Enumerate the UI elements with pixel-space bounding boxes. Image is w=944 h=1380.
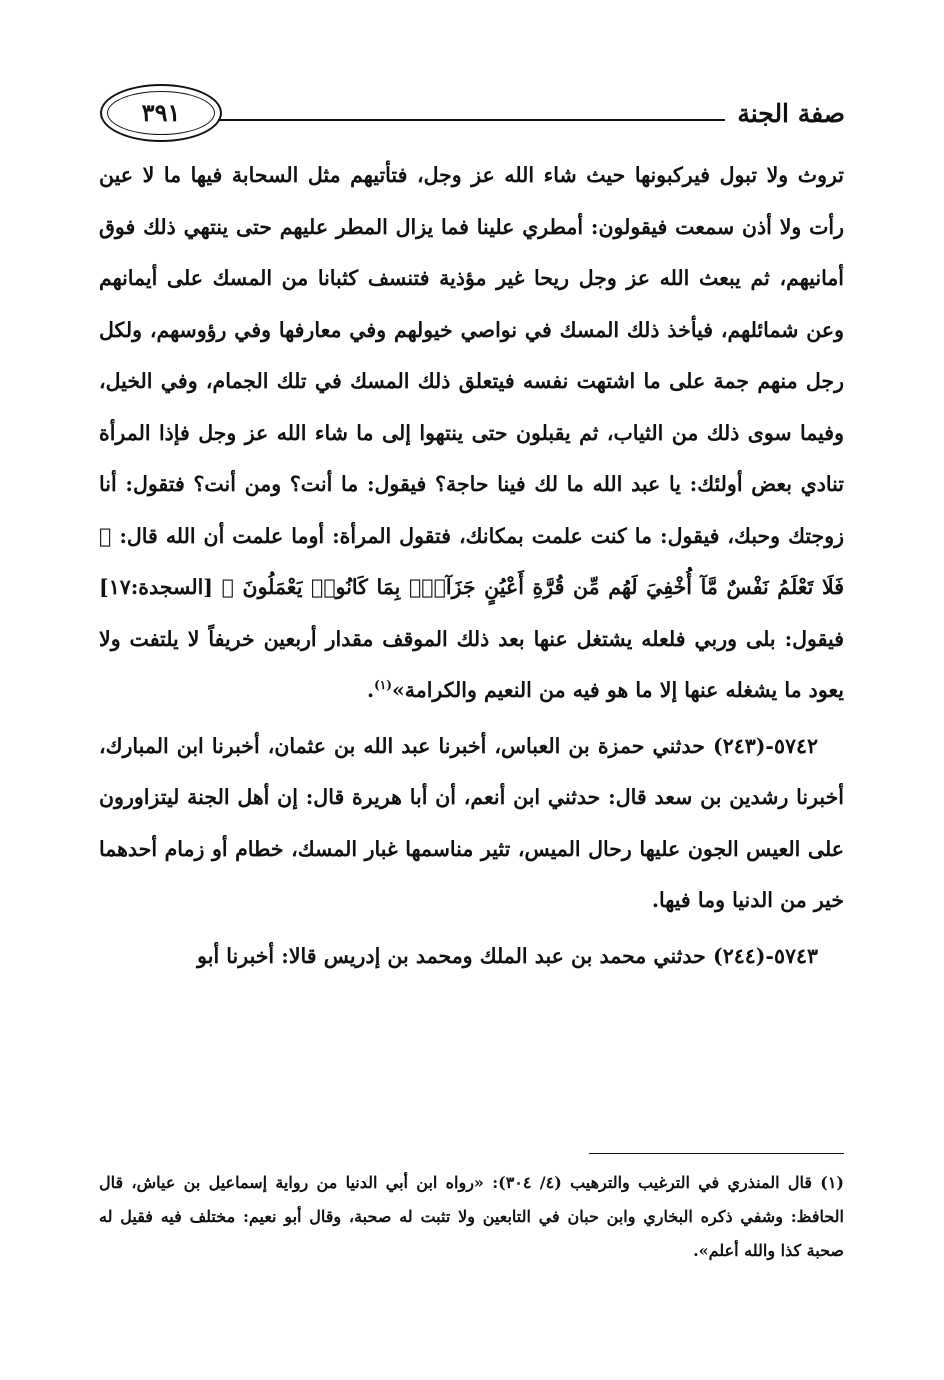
main-text	[99, 150, 844, 982]
footnote-marker: (١)	[374, 678, 392, 693]
running-title: صفة الجنة	[737, 99, 845, 128]
hadith-entry-5743: ٥٧٤٣-(٢٤٤) حدثني محمد بن عبد الملك ومحمد بن إدريس قالا: أخبرنا أبو	[197, 943, 818, 968]
paragraph-end: .	[366, 678, 375, 702]
hadith-text-before: تروث ولا تبول فيركبونها حيث شاء الله عز وجل، فتأتيهم مثل السحابة فيها ما لا عين رأت ولا أذن سمعت فيقولون: أمطري علينا فما يزال المطر عليهم حتى ينتهي ذلك فوق أمانيهم، ثم يبعث الله عز وجل ريحا غير مؤذية فتنسف كثبانا من المسك على أيمانهم وعن شمائلهم، فيأخذ ذلك المسك في نواصي خيولهم وفي معارفها وفي رؤوسهم، ولكل رجل منهم جمة على ما اشتهت نفسه فيتعلق ذلك المسك في تلك الجمام، وفي الخيل، وفيما سوى ذلك من الثياب، ثم يقبلون حتى ينتهوا إلى ما شاء الله عز وجل فإذا المرأة تنادي بعض أولئك: يا عبد الله ما لك فينا حاجة؟ فيقول: ما أنت؟ ومن أنت؟ فتقول: أنا زوجتك وحبك، فيقول: ما كنت علمت بمكانك، فتقول المرأة: أوما علمت أن الله قال:	[99, 163, 845, 548]
hadith-text-after: فيقول: بلى وربي فلعله يشتغل عنها بعد ذلك الموقف مقدار أربعين خريفاً لا يلتفت ولا يعود ما يشغله عنها إلا ما هو فيه من النعيم والكرامة»	[99, 626, 844, 702]
hadith-entry-5742: ٥٧٤٢-(٢٤٣) حدثني حمزة بن العباس، أخبرنا عبد الله بن عثمان، أخبرنا ابن المبارك، أخبرنا رشدين بن سعد قال: حدثني ابن أنعم، أن أبا هريرة قال: إن أهل الجنة ليتزاورون على العيس الجون عليها رحال الميس، تثير مناسمها غبار المسك، خطام أو زمام أحدهما خير من الدنيا وما فيها.	[99, 733, 844, 912]
hadith-paragraph	[99, 150, 844, 717]
verse-reference: [السجدة:١٧]	[99, 575, 213, 599]
page-number-oval	[100, 84, 222, 142]
quran-verse: ﴿ فَلَا تَعْلَمُ نَفْسٌ مَّآ أُخْفِيَ لَهُم مِّن قُرَّةِ أَعْيُنٍ جَزَآءًۢ بِمَا كَانُوا۟ يَعْمَلُونَ ﴾	[99, 523, 844, 599]
page-number: ٣٩١	[141, 98, 181, 127]
footnotes	[99, 1166, 844, 1268]
footnote-1: (١) قال المنذري في الترغيب والترهيب (٤/ ٣٠٤): «رواه ابن أبي الدنيا من رواية إسماعيل بن عياش، قال الحافظ: وشفي ذكره البخاري وابن حبان في التابعين ولا تثبت له صحبة، وقال أبو نعيم: مختلف فيه فقيل له صحبة كذا والله أعلم».	[99, 1173, 844, 1260]
page-header	[100, 84, 845, 150]
header-rule	[218, 119, 725, 121]
footnote-rule	[589, 1153, 844, 1154]
